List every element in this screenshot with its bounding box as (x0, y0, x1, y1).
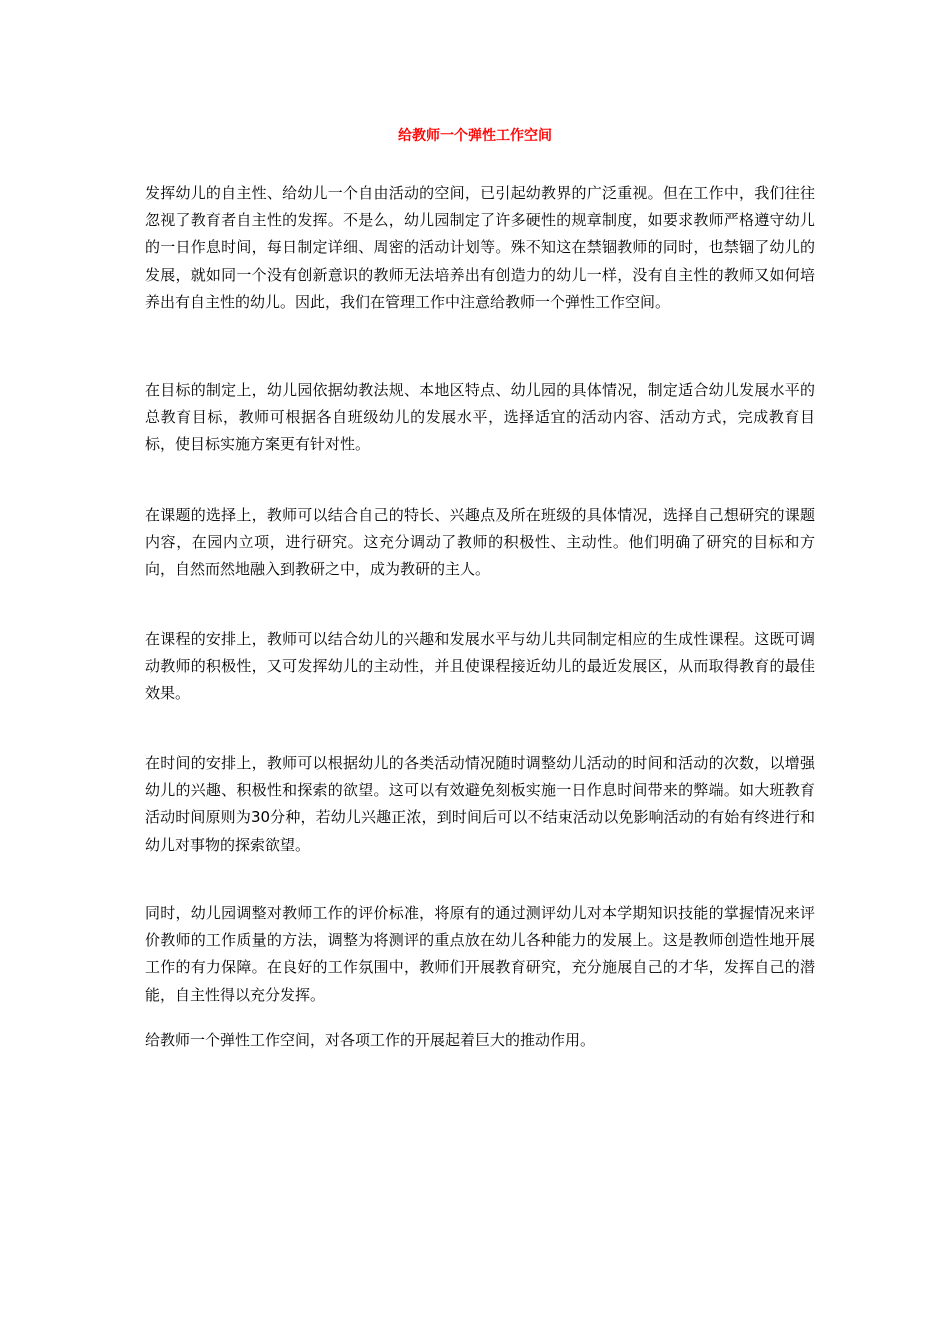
paragraph-evaluation: 同时，幼儿园调整对教师工作的评价标准，将原有的通过测评幼儿对本学期知识技能的掌握情况来评价教师的工作质量的方法，调整为将测评的重点放在幼儿各种能力的发展上。这是教师创造性地开展工作的有力保障。在良好的工作氛围中，教师们开展教育研究，充分施展自己的才华，发挥自己的潜能，自主性得以充分发挥。 (145, 904, 815, 1004)
paragraph-intro: 发挥幼儿的自主性、给幼儿一个自由活动的空间，已引起幼教界的广泛重视。但在工作中，我们往往忽视了教育者自主性的发挥。不是么，幼儿园制定了许多硬性的规章制度，如要求教师严格遵守幼儿的一日作息时间，每日制定详细、周密的活动计划等。殊不知这在禁锢教师的同时，也禁锢了幼儿的发展，就如同一个没有创新意识的教师无法培养出有创造力的幼儿一样，没有自主性的教师又如何培养出有自主性的幼儿。因此，我们在管理工作中注意给教师一个弹性工作空间。 (145, 184, 815, 311)
document-title: 给教师一个弹性工作空间 (398, 128, 552, 144)
paragraph-conclusion: 给教师一个弹性工作空间，对各项工作的开展起着巨大的推动作用。 (145, 1031, 596, 1049)
paragraph-curriculum: 在课程的安排上，教师可以结合幼儿的兴趣和发展水平与幼儿共同制定相应的生成性课程。这既可调动教师的积极性，又可发挥幼儿的主动性，并且使课程接近幼儿的最近发展区，从而取得教育的最佳效果。 (145, 630, 815, 703)
paragraph-goals: 在目标的制定上，幼儿园依据幼教法规、本地区特点、幼儿园的具体情况，制定适合幼儿发展水平的总教育目标，教师可根据各自班级幼儿的发展水平，选择适宜的活动内容、活动方式，完成教育目标，使目标实施方案更有针对性。 (145, 381, 815, 454)
paragraph-research-topics: 在课题的选择上，教师可以结合自己的特长、兴趣点及所在班级的具体情况，选择自己想研究的课题内容，在园内立项，进行研究。这充分调动了教师的积极性、主动性。他们明确了研究的目标和方向，自然而然地融入到教研之中，成为教研的主人。 (145, 506, 815, 579)
paragraph-schedule: 在时间的安排上，教师可以根据幼儿的各类活动情况随时调整幼儿活动的时间和活动的次数，以增强幼儿的兴趣、积极性和探索的欲望。这可以有效避免刻板实施一日作息时间带来的弊端。如大班教育活动时间原则为30分种，若幼儿兴趣正浓，到时间后可以不结束活动以免影响活动的有始有终进行和幼儿对事物的探索欲望。 (145, 754, 815, 854)
